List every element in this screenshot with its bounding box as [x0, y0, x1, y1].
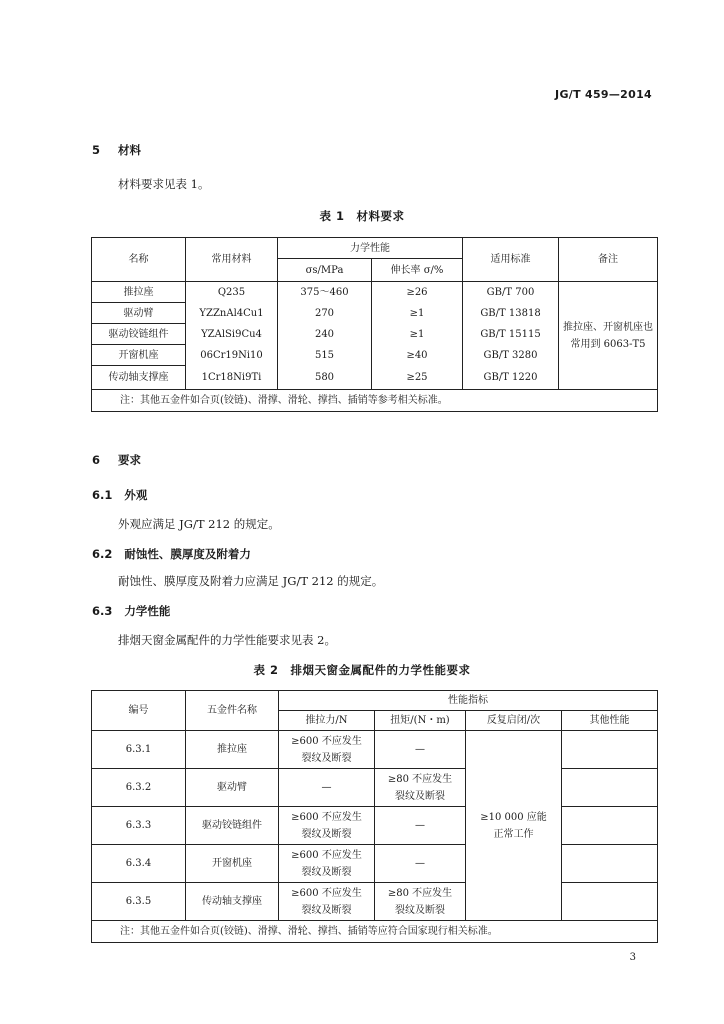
table-cell: 6.3.1 [92, 731, 186, 769]
table-cell: 375～460 [278, 282, 372, 303]
table-cell [562, 807, 658, 845]
section-6-heading [92, 452, 141, 468]
table-cell: 开窗机座 [92, 345, 186, 366]
table-cell: ≥1 [372, 324, 463, 345]
table-cell: 推拉座 [186, 731, 279, 769]
table-cell: 推拉座 [92, 282, 186, 303]
table-cell: ≥80 不应发生裂纹及断裂 [375, 883, 466, 921]
table-cell: GB/T 3280 [463, 345, 559, 366]
section-6-1-paragraph: 外观应满足 JG/T 212 的规定。 [118, 517, 280, 531]
table-cell: — [375, 807, 466, 845]
standard-code: JG/T 459—2014 [555, 88, 652, 101]
table-cell: 515 [278, 345, 372, 366]
table-cell: 驱动臂 [186, 769, 279, 807]
header-performance: 性能指标 [279, 691, 658, 711]
table-cell: 270 [278, 303, 372, 324]
section-6-3-paragraph: 排烟天窗金属配件的力学性能要求见表 2。 [118, 633, 336, 647]
table-cell [562, 845, 658, 883]
table-cell: ≥25 [372, 366, 463, 390]
header-part-name: 五金件名称 [186, 691, 279, 731]
section-number: 6.2 [92, 547, 113, 561]
table-cell: GB/T 700 [463, 282, 559, 303]
table-cell: YZAlSi9Cu4 [186, 324, 278, 345]
header-name: 名称 [92, 238, 186, 282]
table-cell: 240 [278, 324, 372, 345]
table-cell: Q235 [186, 282, 278, 303]
table-cell: 6.3.4 [92, 845, 186, 883]
header-strength: σs/MPa [278, 259, 372, 282]
header-number: 编号 [92, 691, 186, 731]
table-cell: ≥600 不应发生裂纹及断裂 [279, 883, 375, 921]
section-title: 外观 [124, 488, 148, 502]
header-material: 常用材料 [186, 238, 278, 282]
table-cell: GB/T 1220 [463, 366, 559, 390]
section-number: 5 [92, 143, 101, 157]
table-cell: 6.3.5 [92, 883, 186, 921]
section-number: 6.1 [92, 488, 113, 502]
table-cell: GB/T 13818 [463, 303, 559, 324]
table-cell: ≥600 不应发生裂纹及断裂 [279, 807, 375, 845]
section-6-1-heading [92, 487, 147, 503]
section-6-3-heading [92, 603, 170, 619]
section-title: 耐蚀性、膜厚度及附着力 [124, 547, 251, 561]
section-number: 6.3 [92, 604, 113, 618]
header-other: 其他性能 [562, 711, 658, 731]
table-1-caption: 表 1 材料要求 [319, 209, 405, 223]
section-title: 力学性能 [124, 604, 171, 618]
table-cell [562, 731, 658, 769]
header-torque: 扭矩/(N・m) [375, 711, 466, 731]
remark-cell: 推拉座、开窗机座也常用到 6063-T5 [559, 282, 658, 390]
section-6-2-paragraph: 耐蚀性、膜厚度及附着力应满足 JG/T 212 的规定。 [118, 574, 384, 588]
table-cell: — [279, 769, 375, 807]
materials-table [91, 237, 658, 412]
header-push-force: 推拉力/N [279, 711, 375, 731]
table-cell [562, 769, 658, 807]
table-cell: 580 [278, 366, 372, 390]
section-title: 要求 [118, 453, 142, 467]
table-cell: 1Cr18Ni9Ti [186, 366, 278, 390]
section-title: 材料 [118, 143, 142, 157]
header-cycles: 反复启闭/次 [466, 711, 562, 731]
header-standard: 适用标准 [463, 238, 559, 282]
table-cell: 06Cr19Ni10 [186, 345, 278, 366]
table-cell: GB/T 15115 [463, 324, 559, 345]
header-mechanical: 力学性能 [278, 238, 463, 259]
page-number: 3 [629, 952, 636, 963]
table-cell: 驱动铰链组件 [186, 807, 279, 845]
table-2-note: 注：其他五金件如合页(铰链)、滑撑、滑轮、撑挡、插销等应符合国家现行相关标准。 [92, 921, 658, 943]
table-cell: ≥1 [372, 303, 463, 324]
table-cell: ≥40 [372, 345, 463, 366]
table-cell: 开窗机座 [186, 845, 279, 883]
table-1-note: 注：其他五金件如合页(铰链)、滑撑、滑轮、撑挡、插销等参考相关标准。 [92, 390, 658, 412]
mechanical-properties-table [91, 690, 658, 943]
table-cell: ≥600 不应发生裂纹及断裂 [279, 845, 375, 883]
cycles-cell: ≥10 000 应能正常工作 [466, 731, 562, 921]
table-cell: YZZnAl4Cu1 [186, 303, 278, 324]
table-cell: ≥80 不应发生裂纹及断裂 [375, 769, 466, 807]
table-cell: — [375, 845, 466, 883]
header-remark: 备注 [559, 238, 658, 282]
table-cell: 驱动铰链组件 [92, 324, 186, 345]
section-5-heading [92, 142, 141, 158]
table-cell: 6.3.3 [92, 807, 186, 845]
table-cell [562, 883, 658, 921]
table-2-caption: 表 2 排烟天窗金属配件的力学性能要求 [253, 663, 471, 677]
section-6-2-heading [92, 546, 251, 562]
table-cell: 驱动臂 [92, 303, 186, 324]
table-cell: — [375, 731, 466, 769]
table-cell: ≥26 [372, 282, 463, 303]
table-cell: 传动轴支撑座 [92, 366, 186, 390]
section-number: 6 [92, 453, 101, 467]
table-cell: 6.3.2 [92, 769, 186, 807]
table-cell: ≥600 不应发生裂纹及断裂 [279, 731, 375, 769]
section-5-paragraph: 材料要求见表 1。 [118, 177, 210, 191]
table-cell: 传动轴支撑座 [186, 883, 279, 921]
header-elongation: 伸长率 σ/% [372, 259, 463, 282]
